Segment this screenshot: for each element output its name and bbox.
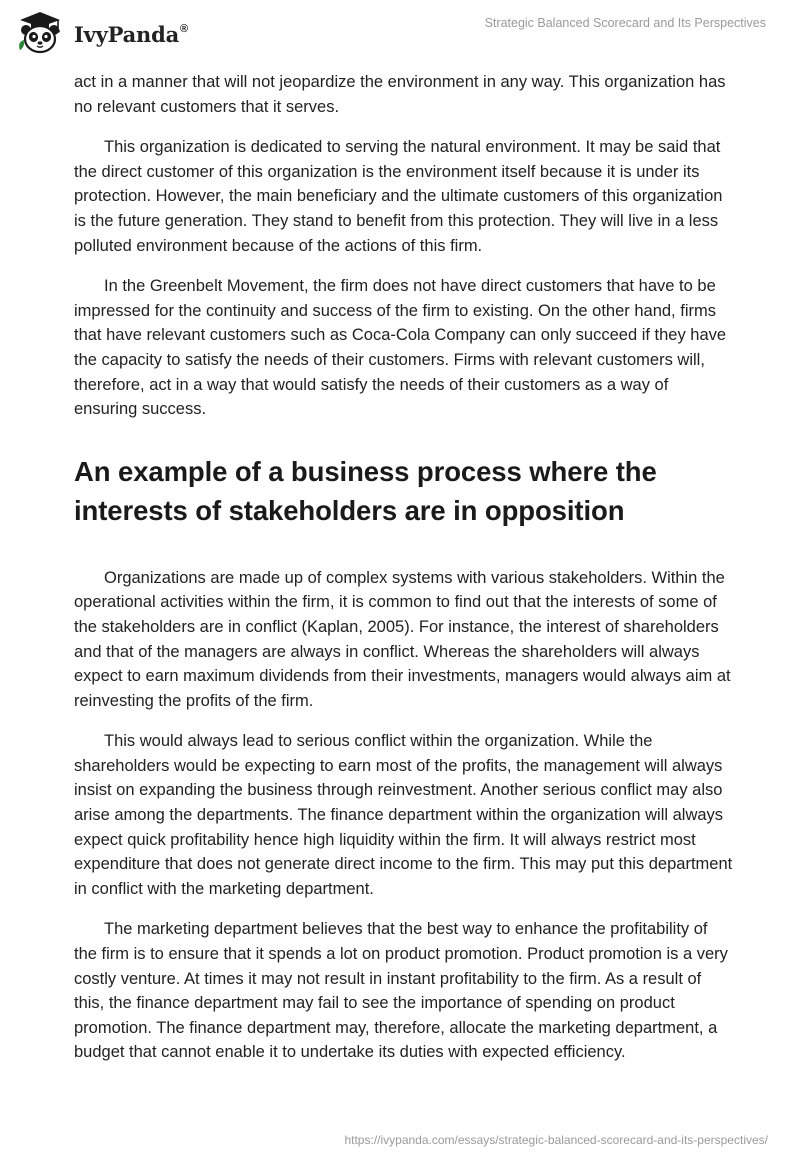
- ivypanda-logo[interactable]: [14, 10, 188, 56]
- registered-mark: ®: [180, 22, 188, 35]
- paragraph: Organizations are made up of complex systems with various stakeholders. Within the operational activities within the firm, it is common to find out that the interests of some of the stakeholders are in conflict (Kaplan, 2005). For instance, the interest of shareholders and that of the managers are always in conflict. Whereas the shareholders will always expect to earn maximum dividends from their investments, managers would always aim at reinvesting the profits of the firm.: [74, 568, 731, 710]
- source-url[interactable]: https://ivypanda.com/essays/strategic-balanced-scorecard-and-its-perspectives/: [344, 1133, 768, 1147]
- panda-graduate-icon: [14, 10, 66, 56]
- paragraph: This organization is dedicated to serving the natural environment. It may be said that the direct customer of this organization is the environment itself because it is under its protection. However, the main beneficiary and the ultimate customers of this organization is the future generation. They stand to benefit from this protection. They will live in a less polluted environment because of the actions of this firm.: [74, 138, 723, 255]
- paragraph-continued: act in a manner that will not jeopardize the environment in any way. This organization has no relevant customers that it serves.: [74, 73, 726, 116]
- logo-wordmark: IvyPanda®: [74, 21, 188, 47]
- paragraph: The marketing department believes that the best way to enhance the profitability of the firm is to ensure that it spends a lot on product promotion. Product promotion is a very costly venture. At times it may not result in instant profitability to the firm. As a result of this, the finance department may fail to see the importance of spending on product promotion. The finance department may, therefore, allocate the marketing department, a budget that cannot enable it to undertake its duties with expected efficiency.: [74, 920, 728, 1062]
- paragraph: In the Greenbelt Movement, the firm does not have direct customers that have to be impressed for the continuity and success of the firm to existing. On the other hand, firms that have relevant customers such as Coca-Cola Company can only succeed if they have the capacity to satisfy the needs of their customers. Firms with relevant customers will, therefore, act in a way that would satisfy the needs of their customers as a way of ensuring success.: [74, 277, 727, 419]
- page-header: [0, 0, 800, 64]
- paragraph: This would always lead to serious conflict within the organization. While the shareholders would be expecting to earn most of the profits, the management will always insist on expanding the business through reinvestment. Another serious conflict may also arise among the departments. The finance department within the organization will always expect quick profitability hence high liquidity within the firm. It will always restrict most expenditure that does not generate direct income to the firm. This may put this department in conflict with the marketing department.: [74, 732, 733, 898]
- essay-body: [74, 70, 734, 1081]
- document-title: Strategic Balanced Scorecard and Its Perspectives: [484, 16, 766, 30]
- section-heading: An example of a business process where the interests of stakeholders are in opposition: [74, 455, 657, 526]
